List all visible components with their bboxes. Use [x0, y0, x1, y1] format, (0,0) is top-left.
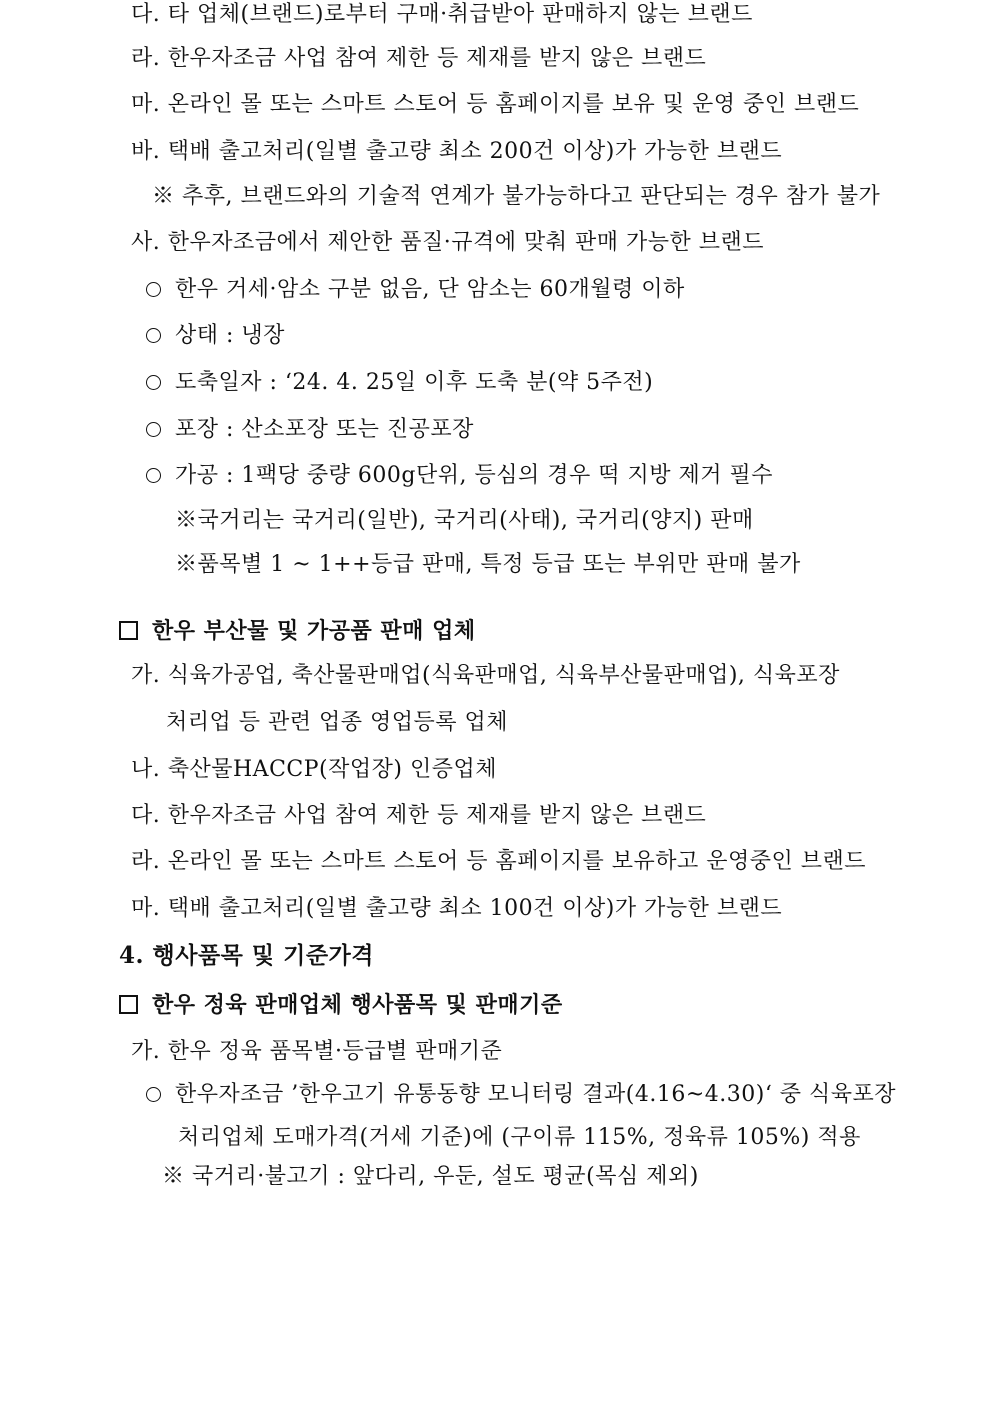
- spec-item: 가공 : 1팩당 중량 600g단위, 등심의 경우 떡 지방 제거 필수: [146, 461, 773, 491]
- criteria-item-ra: 라. 한우자조금 사업 참여 제한 등 제재를 받지 않은 브랜드: [131, 46, 707, 71]
- section-4-item-ga: 가. 한우 정육 품목별·등급별 판매기준: [131, 1039, 503, 1064]
- circle-bullet-icon: [146, 422, 161, 437]
- spec-item: 포장 : 산소포장 또는 진공포장: [146, 415, 474, 445]
- spec-item: 도축일자 : ‘24. 4. 25일 이후 도축 분(약 5주전): [146, 368, 653, 398]
- byproduct-item-ga-cont: 처리업 등 관련 업종 영업등록 업체: [166, 710, 508, 735]
- byproduct-item-na: 나. 축산물HACCP(작업장) 인증업체: [131, 757, 497, 782]
- checkbox-square-icon: [119, 621, 138, 640]
- byproduct-item-da: 다. 한우자조금 사업 참여 제한 등 제재를 받지 않은 브랜드: [131, 803, 707, 828]
- circle-bullet-icon: [146, 468, 161, 483]
- section-4-title: 4. 행사품목 및 기준가격: [119, 942, 374, 969]
- criteria-item-ma: 마. 온라인 몰 또는 스마트 스토어 등 홈페이지를 보유 및 운영 중인 브랜드: [131, 92, 860, 117]
- byproduct-heading: 한우 부산물 및 가공품 판매 업체: [119, 616, 476, 646]
- circle-bullet-icon: [146, 1087, 161, 1102]
- section-4-subheading: 한우 정육 판매업체 행사품목 및 판매기준: [119, 990, 563, 1020]
- spec-item: 상태 : 냉장: [146, 321, 285, 351]
- price-basis-bullet-cont: 처리업체 도매가격(거세 기준)에 (구이류 115%, 정육류 105%) 적용: [178, 1125, 861, 1150]
- spec-note: ※품목별 1 ~ 1++등급 판매, 특정 등급 또는 부위만 판매 불가: [175, 552, 801, 577]
- checkbox-square-icon: [119, 995, 138, 1014]
- criteria-item-ba: 바. 택배 출고처리(일별 출고량 최소 200건 이상)가 가능한 브랜드: [131, 139, 783, 164]
- price-basis-note: ※ 국거리·불고기 : 앞다리, 우둔, 설도 평균(목심 제외): [162, 1164, 699, 1189]
- price-basis-bullet: 한우자조금 ’한우고기 유통동향 모니터링 결과(4.16~4.30)‘ 중 식육포장: [146, 1080, 896, 1110]
- circle-bullet-icon: [146, 328, 161, 343]
- criteria-item-sa: 사. 한우자조금에서 제안한 품질·규격에 맞춰 판매 가능한 브랜드: [131, 230, 764, 255]
- spec-item: 한우 거세·암소 구분 없음, 단 암소는 60개월령 이하: [146, 275, 685, 305]
- criteria-item-da: 다. 타 업체(브랜드)로부터 구매·취급받아 판매하지 않는 브랜드: [131, 2, 753, 27]
- byproduct-item-ra: 라. 온라인 몰 또는 스마트 스토어 등 홈페이지를 보유하고 운영중인 브랜드: [131, 849, 866, 874]
- byproduct-item-ma: 마. 택배 출고처리(일별 출고량 최소 100건 이상)가 가능한 브랜드: [131, 896, 783, 921]
- circle-bullet-icon: [146, 375, 161, 390]
- criteria-note: ※ 추후, 브랜드와의 기술적 연계가 불가능하다고 판단되는 경우 참가 불가: [152, 184, 881, 209]
- spec-note: ※국거리는 국거리(일반), 국거리(사태), 국거리(양지) 판매: [175, 508, 754, 533]
- circle-bullet-icon: [146, 282, 161, 297]
- byproduct-item-ga: 가. 식육가공업, 축산물판매업(식육판매업, 식육부산물판매업), 식육포장: [131, 663, 840, 688]
